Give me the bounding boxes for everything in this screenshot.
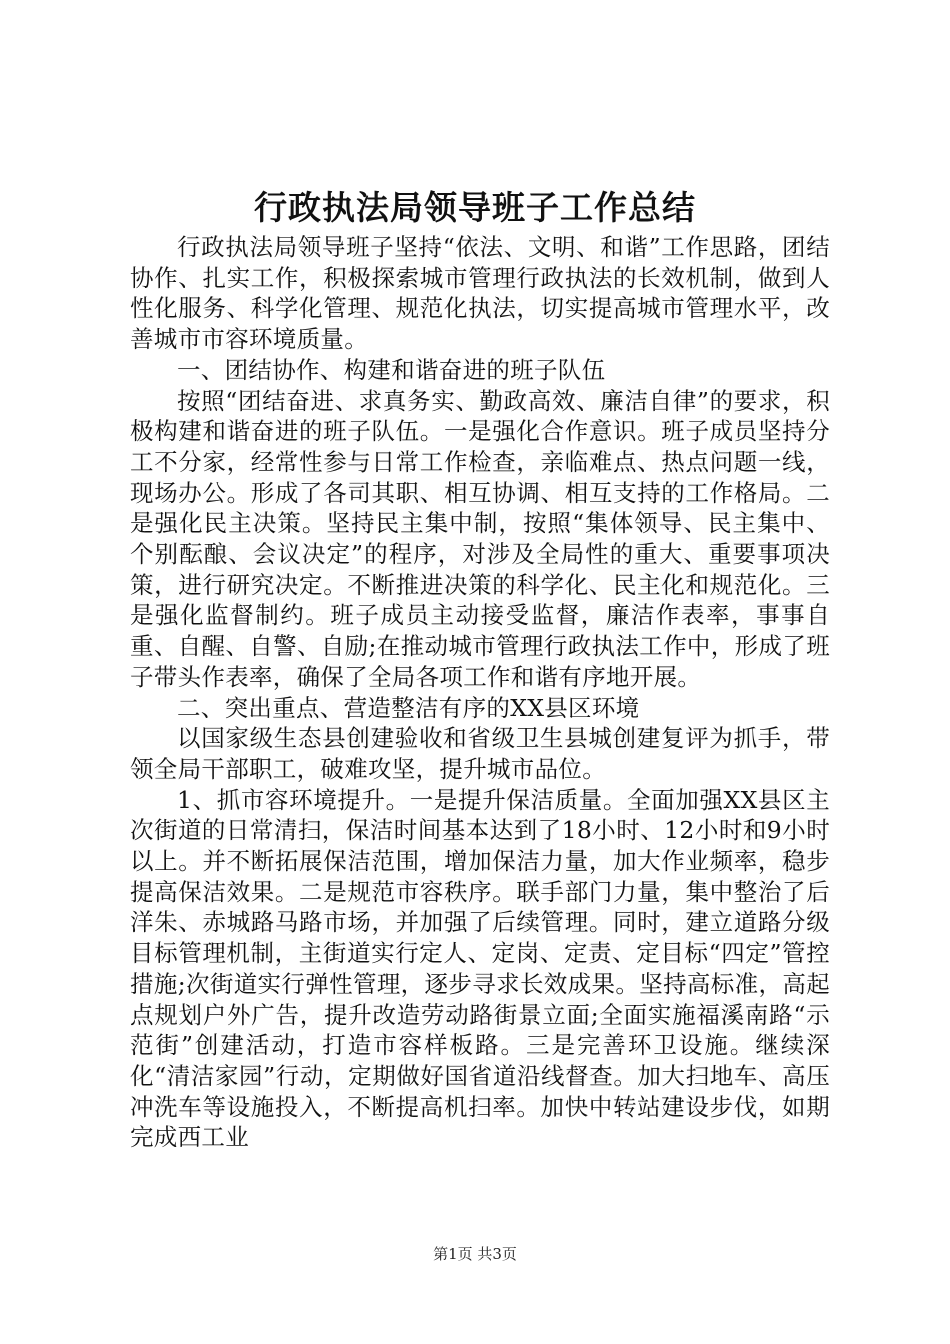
page-number: 第1页 共3页 [433, 1245, 517, 1263]
intro-paragraph: 行政执法局领导班子坚持“依法、文明、和谐”工作思路，团结协作、扎实工作，积极探索城市管理行政执法的长效机制，做到人性化服务、科学化管理、规范化执法，切实提高城市管理水平，改善城市市容环境质量。 [130, 233, 830, 354]
section-heading-1: 一、团结协作、构建和谐奋进的班子队伍 [177, 355, 606, 384]
document-title: 行政执法局领导班子工作总结 [254, 188, 696, 227]
body-paragraph: 1、抓市容环境提升。一是提升保洁质量。全面加强XX县区主次街道的日常清扫，保洁时间基本达到了18小时、12小时和9小时以上。并不断拓展保洁范围，增加保洁力量，加大作业频率，稳步提高保洁效果。二是规范市容秩序。联手部门力量，集中整治了后洋朱、赤城路马路市场，并加强了后续管理。同时，建立道路分级目标管理机制，主街道实行定人、定岗、定责、定目标“四定”管控措施;次街道实行弹性管理，逐步寻求长效成果。坚持高标准，高起点规划户外广告，提升改造劳动路街景立面;全面实施福溪南路“示范街”创建活动，打造市容样板路。三是完善环卫设施。继续深化“清洁家园”行动，定期做好国省道沿线督查。加大扫地车、高压冲洗车等设施投入，不断提高机扫率。加快中转站建设步伐，如期完成西工业 [130, 785, 830, 1152]
document-body [130, 232, 830, 1153]
body-paragraph: 按照“团结奋进、求真务实、勤政高效、廉洁自律”的要求，积极构建和谐奋进的班子队伍。一是强化合作意识。班子成员坚持分工不分家，经常性参与日常工作检查，亲临难点、热点问题一线，现场办公。形成了各司其职、相互协调、相互支持的工作格局。二是强化民主决策。坚持民主集中制，按照“集体领导、民主集中、个别酝酿、会议决定”的程序，对涉及全局性的重大、重要事项决策，进行研究决定。不断推进决策的科学化、民主化和规范化。三是强化监督制约。班子成员主动接受监督，廉洁作表率，事事自重、自醒、自警、自励;在推动城市管理行政执法工作中，形成了班子带头作表率，确保了全局各项工作和谐有序地开展。 [130, 386, 830, 691]
section-heading-2: 二、突出重点、营造整洁有序的XX县区环境 [177, 693, 640, 722]
body-paragraph: 以国家级生态县创建验收和省级卫生县城创建复评为抓手，带领全局干部职工，破难攻坚，提升城市品位。 [130, 724, 830, 783]
